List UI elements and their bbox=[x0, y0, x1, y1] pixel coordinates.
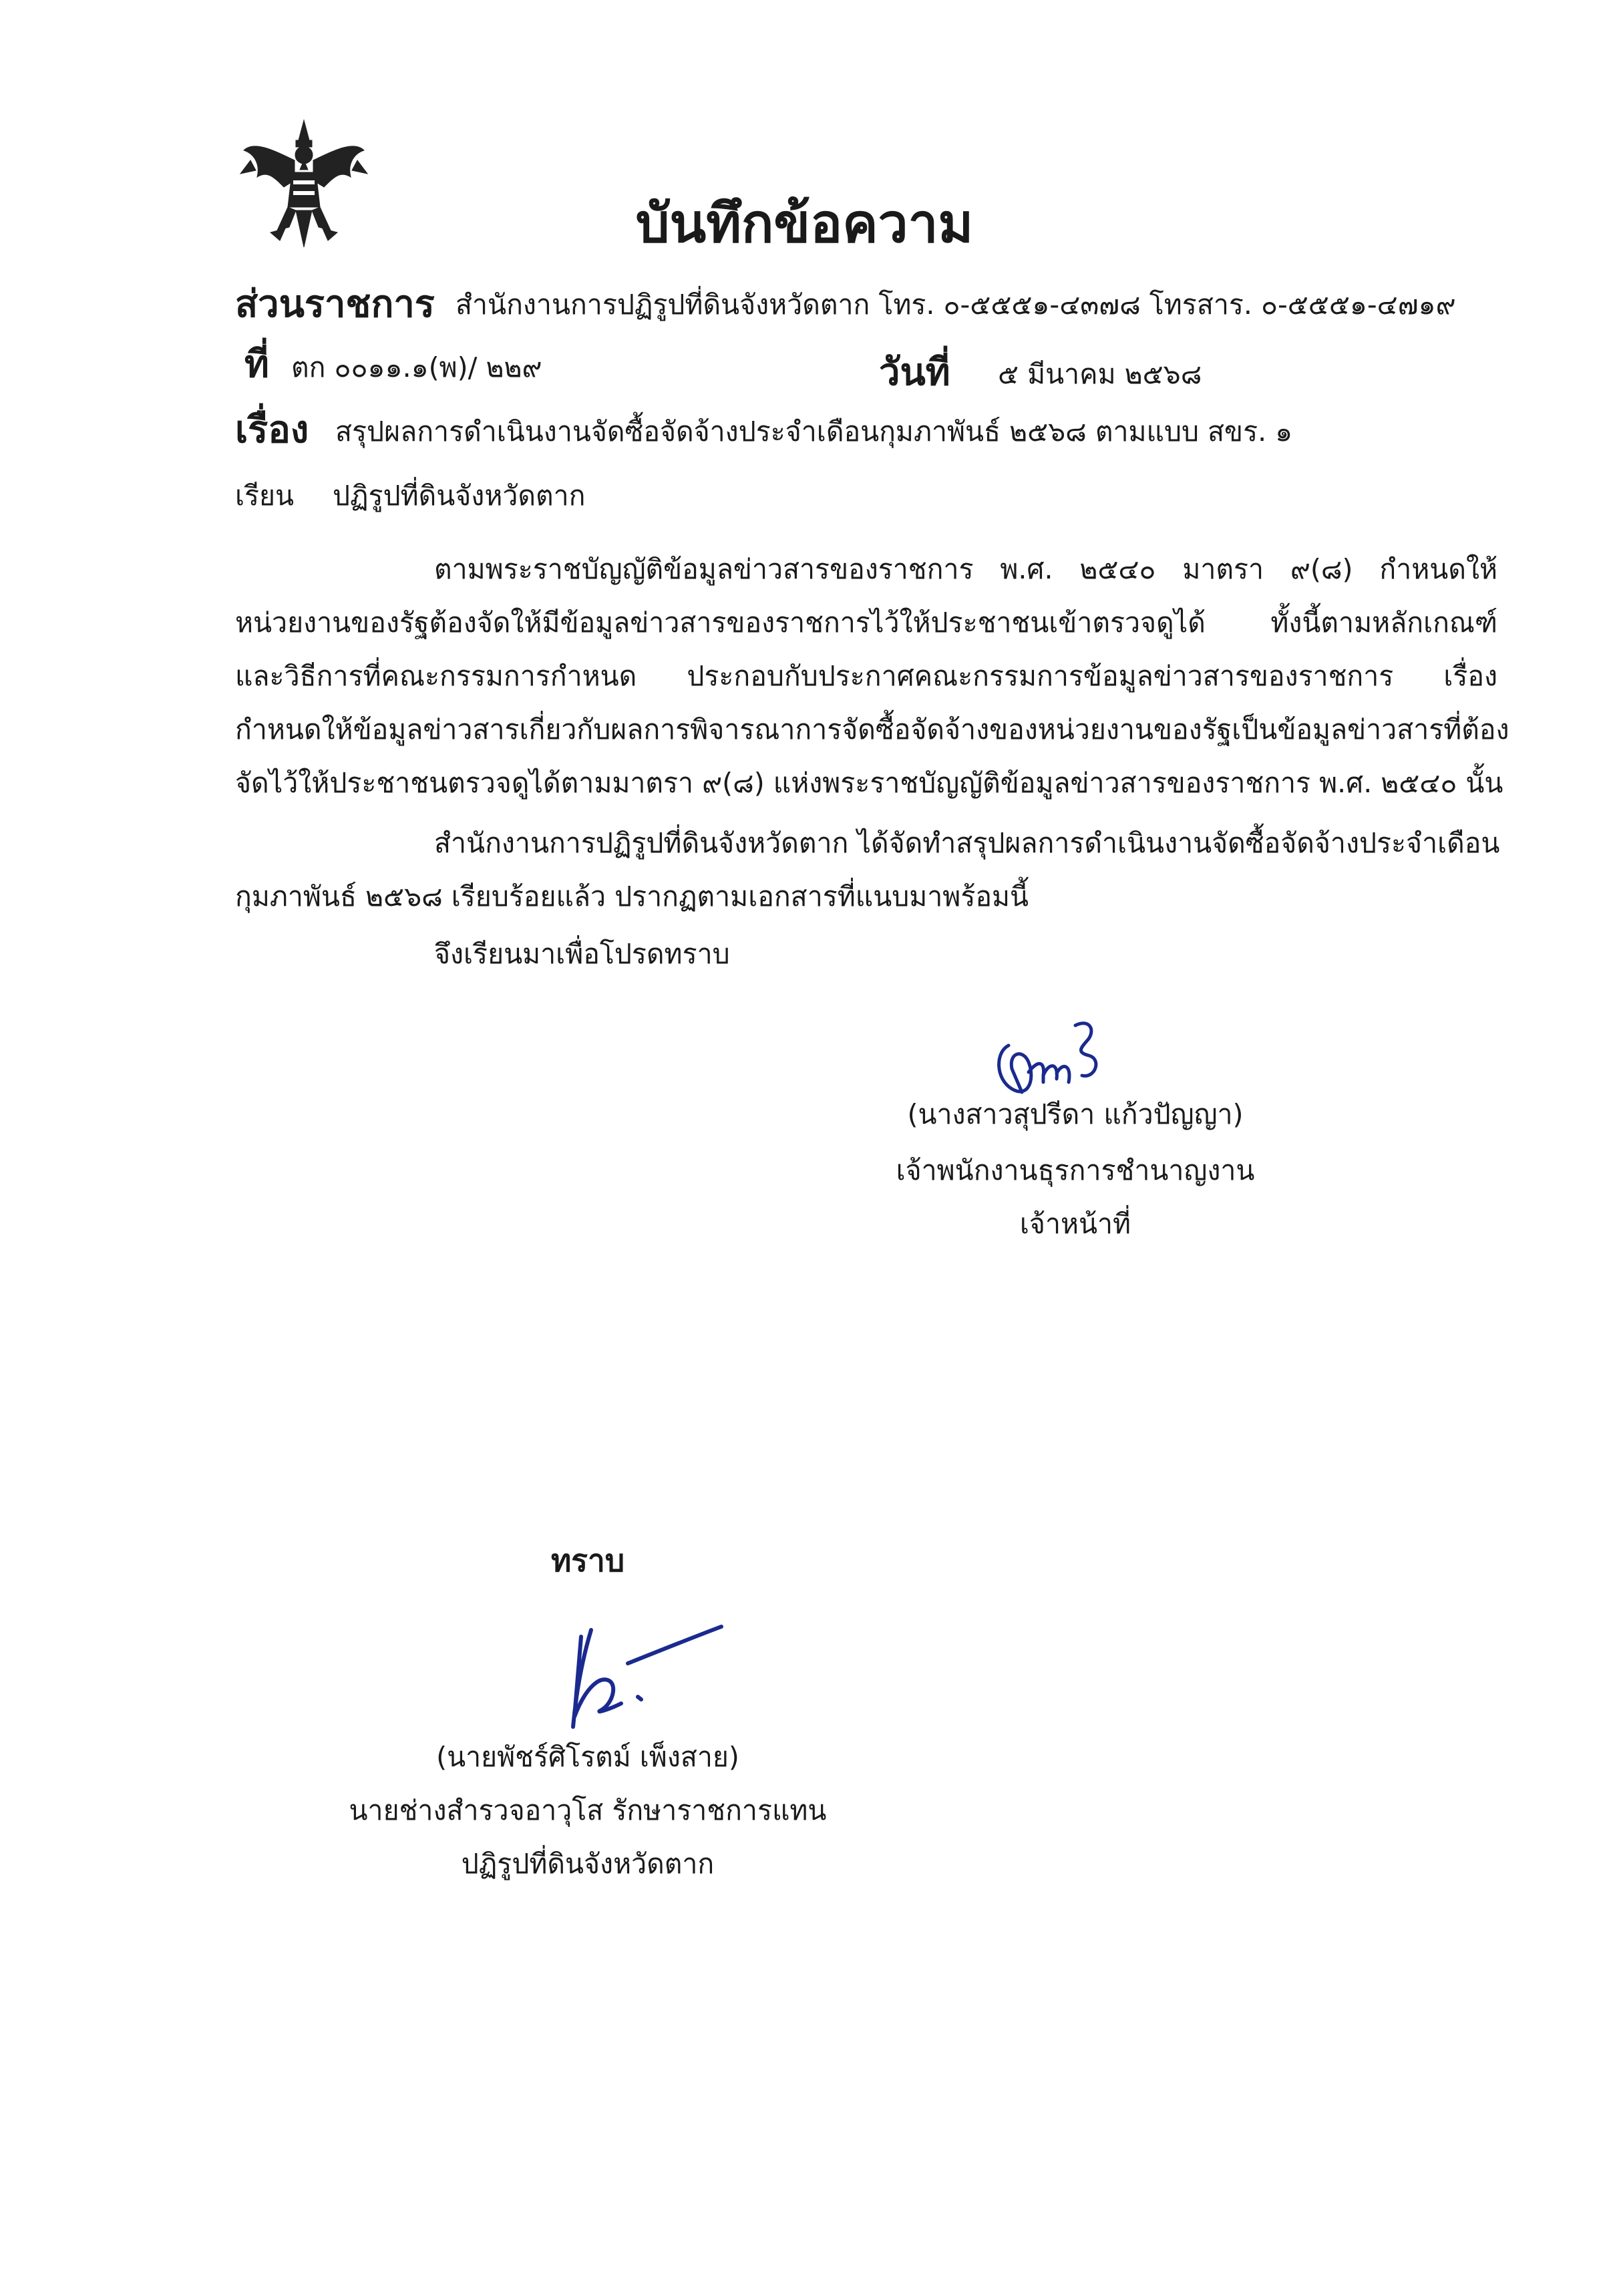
para1-line: จัดไว้ให้ประชาชนตรวจดูได้ตามมาตรา ๙(๘) แห่งพระราชบัญญัติข้อมูลข่าวสารของราชการ พ.ศ. ๒๕๔๐ นั้น bbox=[235, 767, 1503, 799]
acknowledged-label: ทราบ bbox=[550, 1542, 625, 1579]
ref-value: ตก ๐๐๑๑.๑(พ)/ ๒๒๙ bbox=[291, 351, 542, 383]
approver-position: นายช่างสำรวจอาวุโส รักษาราชการแทน bbox=[349, 1794, 827, 1826]
para1-line: หน่วยงานของรัฐต้องจัดให้มีข้อมูลข่าวสารของราชการไว้ให้ประชาชนเข้าตรวจดูได้ ทั้งนี้ตามหลักเกณฑ์ bbox=[235, 607, 1497, 639]
memo-title: บันทึกข้อความ bbox=[635, 192, 974, 255]
signer-position: เจ้าพนักงานธุรการชำนาญงาน bbox=[896, 1154, 1255, 1186]
approver-name: (นายพัชร์ศิโรตม์ เพ็งสาย) bbox=[436, 1741, 739, 1773]
subject-value: สรุปผลการดำเนินงานจัดซื้อจัดจ้างประจำเดือนกุมภาพันธ์ ๒๕๖๘ ตามแบบ สขร. ๑ bbox=[335, 416, 1293, 448]
agency-value: สำนักงานการปฏิรูปที่ดินจังหวัดตาก โทร. ๐-๕๕๕๑-๔๓๗๘ โทรสาร. ๐-๕๕๕๑-๔๗๑๙ bbox=[456, 289, 1456, 321]
to-label: เรียน bbox=[235, 480, 295, 512]
para2-line: กุมภาพันธ์ ๒๕๖๘ เรียบร้อยแล้ว ปรากฏตามเอกสารที่แนบมาพร้อมนี้ bbox=[235, 880, 1029, 913]
subject-label: เรื่อง bbox=[235, 408, 309, 452]
agency-label: ส่วนราชการ bbox=[235, 283, 435, 326]
para1-line: ตามพระราชบัญญัติข้อมูลข่าวสารของราชการ พ.ศ. ๒๕๔๐ มาตรา ๙(๘) กำหนดให้ bbox=[434, 553, 1497, 585]
approver-role: ปฏิรูปที่ดินจังหวัดตาก bbox=[461, 1848, 715, 1880]
signer-name: (นางสาวสุปรีดา แก้วปัญญา) bbox=[907, 1098, 1244, 1130]
signature-1-image bbox=[982, 999, 1135, 1106]
ref-label: ที่ bbox=[244, 343, 269, 386]
signer-role: เจ้าหน้าที่ bbox=[1019, 1208, 1131, 1240]
to-value: ปฏิรูปที่ดินจังหวัดตาก bbox=[333, 480, 586, 512]
para2-line: สำนักงานการปฏิรูปที่ดินจังหวัดตาก ได้จัดทำสรุปผลการดำเนินงานจัดซื้อจัดจ้างประจำเดือน bbox=[434, 827, 1500, 859]
date-value: ๕ มีนาคม ๒๕๖๘ bbox=[998, 358, 1202, 390]
date-label: วันที่ bbox=[879, 351, 950, 394]
signature-2-image bbox=[534, 1617, 735, 1737]
para1-line: และวิธีการที่คณะกรรมการกำหนด ประกอบกับประกาศคณะกรรมการข้อมูลข่าวสารของราชการ เรื่อง bbox=[235, 660, 1497, 692]
closing-line: จึงเรียนมาเพื่อโปรดทราบ bbox=[434, 938, 730, 970]
para1-line: กำหนดให้ข้อมูลข่าวสารเกี่ยวกับผลการพิจารณาการจัดซื้อจัดจ้างของหน่วยงานของรัฐเป็นข้อมูลข่าวสารที่ต้อง bbox=[235, 713, 1509, 746]
